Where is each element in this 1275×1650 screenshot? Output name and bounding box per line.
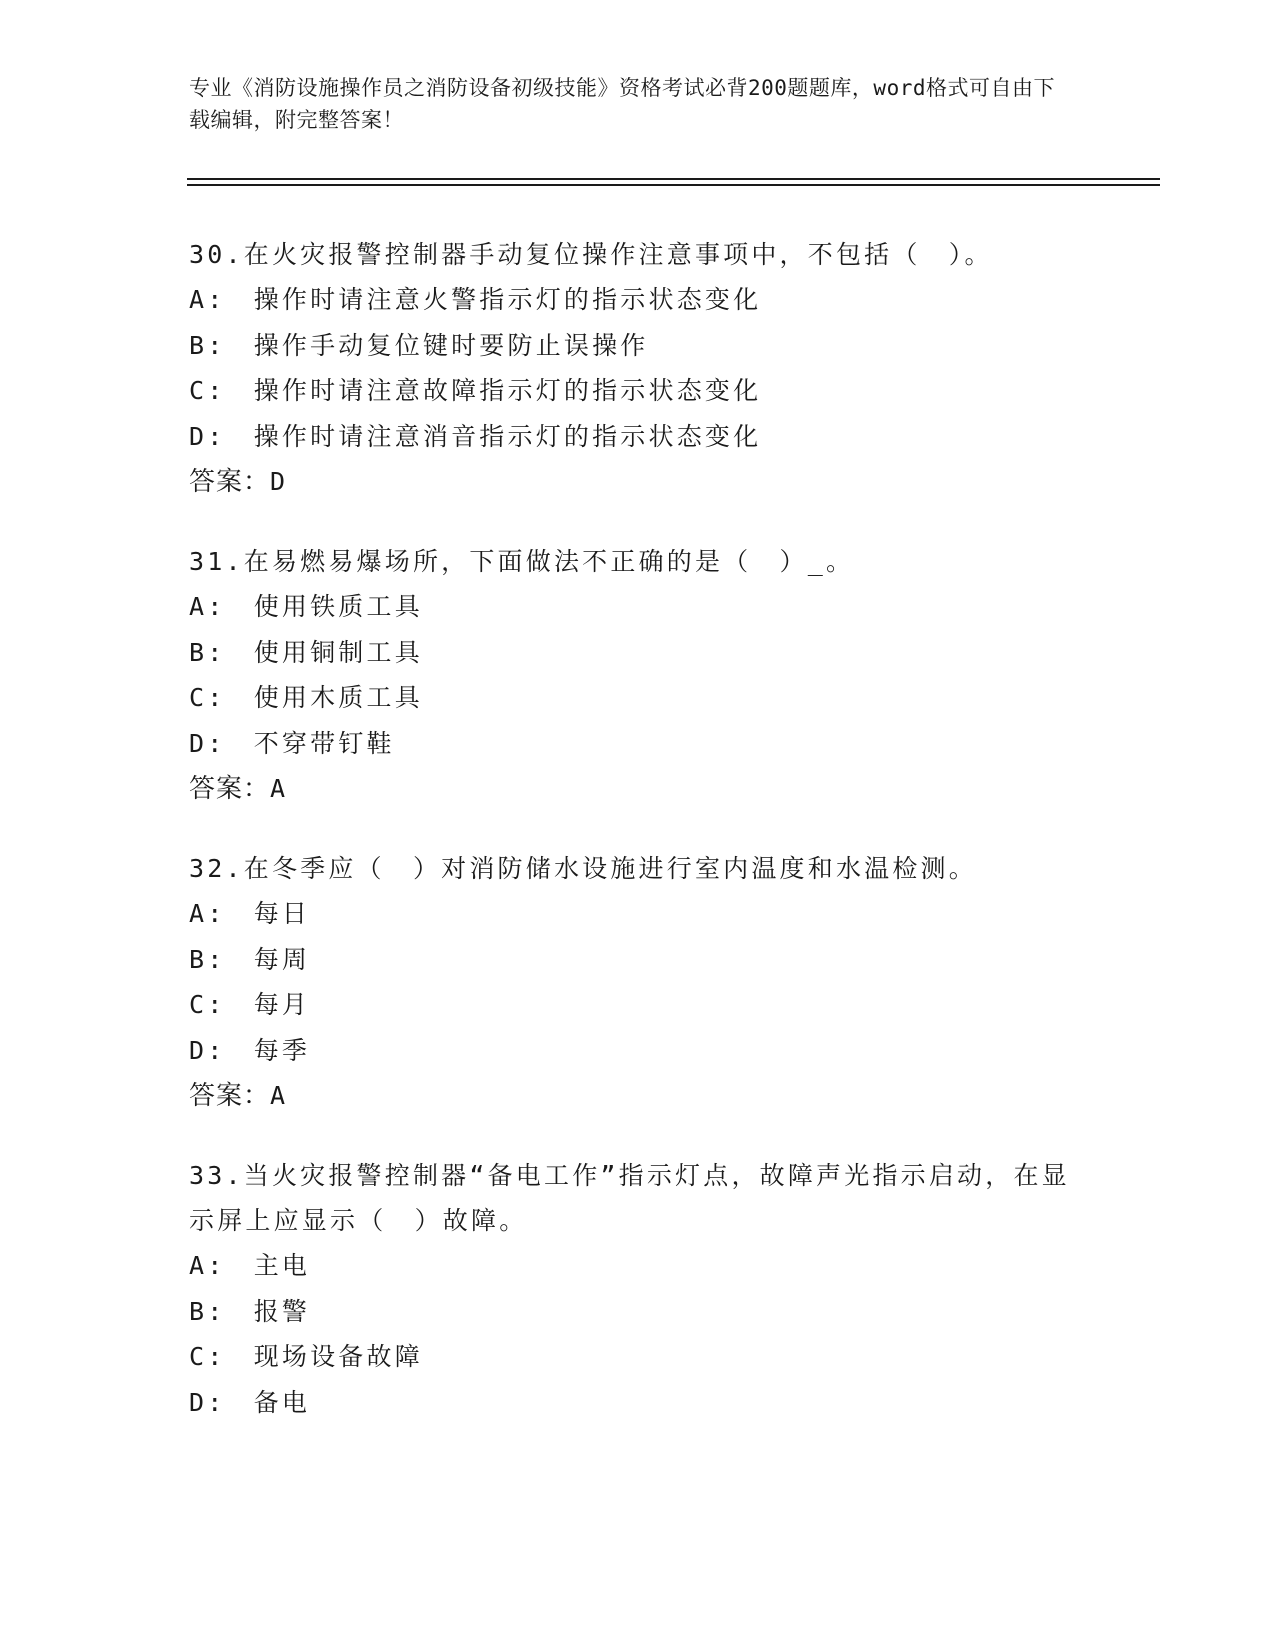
question-stem: 31.在易燃易爆场所，下面做法不正确的是（ ）_。 bbox=[189, 547, 855, 576]
document-header: 专业《消防设施操作员之消防设备初级技能》资格考试必背200题题库，word格式可自由下载编辑，附完整答案！ bbox=[189, 76, 1055, 132]
question-stem: 33.当火灾报警控制器“备电工作”指示灯点，故障声光指示启动，在显示屏上应显示（ ）故障。 bbox=[189, 1161, 1070, 1235]
option-d: D: 备电 bbox=[189, 1387, 311, 1417]
question-stem: 30.在火灾报警控制器手动复位操作注意事项中，不包括（ ）。 bbox=[189, 240, 993, 269]
option-d: D: 操作时请注意消音指示灯的指示状态变化 bbox=[189, 421, 762, 451]
option-b: B: 使用铜制工具 bbox=[189, 637, 423, 667]
question-stem: 32.在冬季应（ ）对消防储水设施进行室内温度和水温检测。 bbox=[189, 854, 977, 883]
option-c: C: 操作时请注意故障指示灯的指示状态变化 bbox=[189, 376, 762, 405]
question-31 bbox=[189, 539, 1089, 812]
option-c: C: 使用木质工具 bbox=[189, 683, 423, 712]
answer-label: 答案： bbox=[189, 774, 271, 804]
answer-value: D bbox=[270, 467, 287, 496]
question-32 bbox=[189, 846, 1089, 1119]
header-divider-bottom bbox=[187, 184, 1160, 186]
option-d: D: 不穿带钉鞋 bbox=[189, 728, 395, 758]
answer-label: 答案： bbox=[189, 1081, 271, 1111]
option-d: D: 每季 bbox=[189, 1035, 311, 1065]
answer-label: 答案： bbox=[189, 467, 271, 497]
option-b: B: 每周 bbox=[189, 944, 311, 974]
answer-value: A bbox=[270, 1081, 287, 1110]
question-list bbox=[189, 232, 1089, 1459]
answer-value: A bbox=[270, 774, 287, 803]
option-b: B: 报警 bbox=[189, 1296, 311, 1326]
option-a: A: 使用铁质工具 bbox=[189, 592, 423, 621]
answer-line bbox=[189, 1073, 1089, 1119]
option-c: C: 每月 bbox=[189, 990, 311, 1019]
question-33 bbox=[189, 1153, 1089, 1425]
option-a: A: 主电 bbox=[189, 1251, 311, 1280]
option-a: A: 每日 bbox=[189, 899, 311, 928]
answer-line bbox=[189, 459, 1089, 505]
option-b: B: 操作手动复位键时要防止误操作 bbox=[189, 330, 649, 360]
option-a: A: 操作时请注意火警指示灯的指示状态变化 bbox=[189, 285, 762, 314]
question-30 bbox=[189, 232, 1089, 505]
header-divider-top bbox=[187, 178, 1160, 180]
answer-line bbox=[189, 766, 1089, 812]
option-c: C: 现场设备故障 bbox=[189, 1342, 423, 1371]
